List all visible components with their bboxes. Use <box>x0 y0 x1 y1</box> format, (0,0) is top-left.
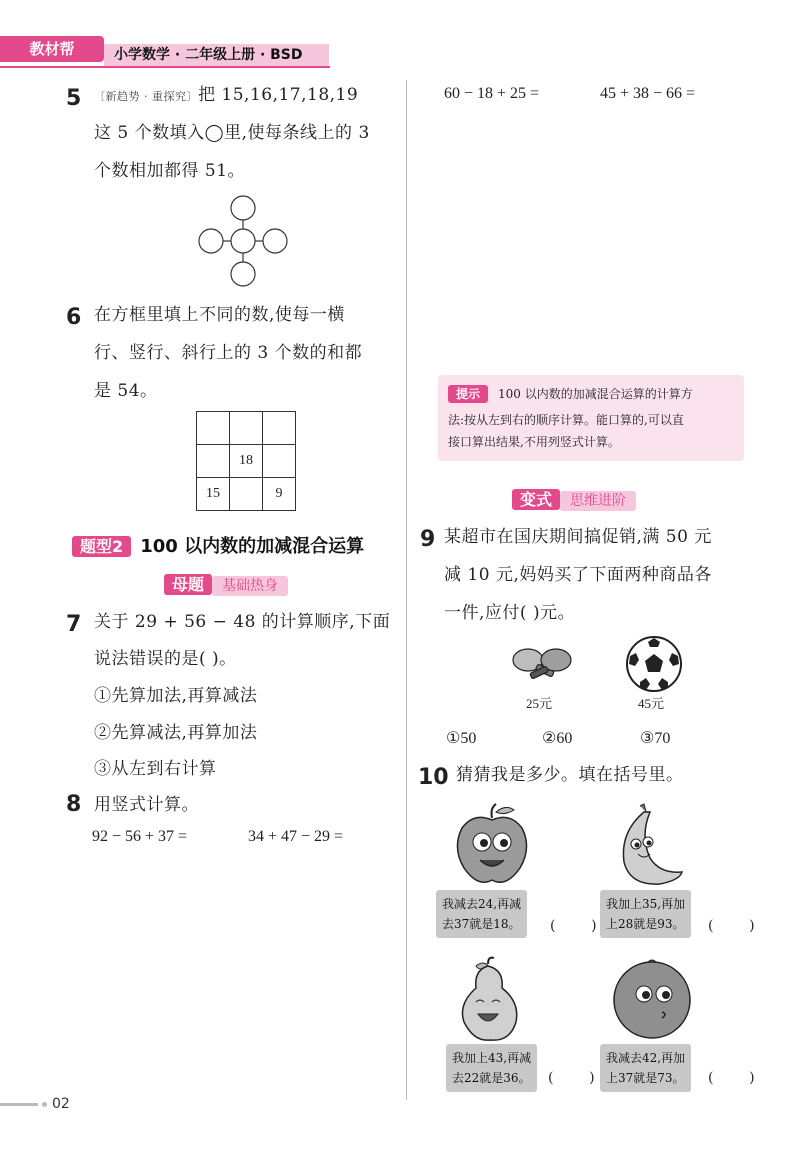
variant-tag: 变式 <box>512 489 560 510</box>
mother-sub: 基础热身 <box>212 576 288 596</box>
bubble-line: 我加上43,再减 <box>452 1051 532 1065</box>
q6-cell[interactable] <box>230 478 263 511</box>
q6-cell[interactable] <box>197 445 230 478</box>
hint-box <box>438 375 744 461</box>
topic2-tag: 题型2 <box>72 536 131 557</box>
apple-speech-bubble <box>436 890 527 938</box>
q5-line3: 个数相加都得 51。 <box>94 161 246 181</box>
q5-tag: 〔新趋势 · 重探究〕 <box>94 90 198 103</box>
q6-cell: 15 <box>197 478 230 511</box>
q7-option-2: ②先算减法,再算加法 <box>94 723 258 743</box>
q9-price-1: 25元 <box>526 696 553 711</box>
mother-tag: 母题 <box>164 574 212 595</box>
q6-cell[interactable] <box>263 445 296 478</box>
q8-number: 8 <box>66 792 82 817</box>
q5-circle-diagram <box>196 194 296 288</box>
q9-line3: 一件,应付( )元。 <box>444 603 576 623</box>
hint-line2: 法:按从左到右的顺序计算。能口算的,可以直 <box>448 413 684 427</box>
variant-label <box>512 487 636 510</box>
ping-pong-paddles-icon <box>510 644 574 686</box>
q7-line1: 关于 29 + 56 − 48 的计算顺序,下面 <box>94 612 391 632</box>
footer-dot <box>42 1102 47 1107</box>
hint-tag: 提示 <box>448 385 488 403</box>
q9-number: 9 <box>420 527 436 552</box>
pear-speech-bubble <box>446 1044 537 1092</box>
footer-rule <box>0 1103 38 1106</box>
q6-cell[interactable] <box>230 412 263 445</box>
q8-calc-3: 60 − 18 + 25 = <box>444 85 540 102</box>
bubble-line: 我加上35,再加 <box>606 897 686 911</box>
orange-speech-bubble <box>600 1044 691 1092</box>
topic2-title: 100 以内数的加减混合运算 <box>140 536 365 557</box>
q5-line1 <box>94 76 358 116</box>
q6-line1: 在方框里填上不同的数,使每一横 <box>94 305 345 325</box>
q6-grid <box>196 411 296 511</box>
banana-speech-bubble <box>600 890 691 938</box>
q9-option-3: ③70 <box>640 730 671 747</box>
soccer-ball-icon <box>624 634 684 694</box>
q7-number: 7 <box>66 612 82 637</box>
q9-option-1: ①50 <box>446 730 477 747</box>
q10-number: 10 <box>418 765 449 790</box>
bubble-line: 我减去24,再减 <box>442 897 522 911</box>
q6-cell[interactable] <box>263 412 296 445</box>
q5-line2: 这 5 个数填入◯里,使每条线上的 3 <box>94 123 370 143</box>
q5-text1: 把 15,16,17,18,19 <box>198 85 359 105</box>
q6-line3: 是 54。 <box>94 381 158 401</box>
q6-cell[interactable] <box>197 412 230 445</box>
q8-calc-2: 34 + 47 − 29 = <box>248 828 344 845</box>
book-title: 小学数学 · 二年级上册 · BSD <box>104 44 329 66</box>
header-rule <box>0 66 330 68</box>
q5-circle-top[interactable] <box>231 196 255 220</box>
column-divider <box>406 80 407 1100</box>
mother-label <box>164 572 288 595</box>
bubble-line: 去37就是18。 <box>442 917 521 931</box>
q5-circle-center[interactable] <box>231 229 255 253</box>
banana-answer-blank[interactable]: ( ) <box>708 918 755 934</box>
q9-line1: 某超市在国庆期间搞促销,满 50 元 <box>444 527 712 547</box>
apple-character-icon <box>452 802 534 888</box>
brand-badge: 教材帮 <box>0 36 104 62</box>
q9-option-2: ②60 <box>542 730 573 747</box>
hint-line1: 100 以内数的加减混合运算的计算方 <box>498 387 693 401</box>
q10-title: 猜猜我是多少。填在括号里。 <box>456 765 684 785</box>
orange-character-icon <box>610 956 694 1040</box>
pear-answer-blank[interactable]: ( ) <box>548 1070 595 1086</box>
topic2-heading <box>72 532 364 558</box>
q7-option-3: ③从左到右计算 <box>94 759 217 779</box>
q6-cell: 18 <box>230 445 263 478</box>
bubble-line: 上37就是73。 <box>606 1071 685 1085</box>
apple-answer-blank[interactable]: ( ) <box>550 918 597 934</box>
orange-answer-blank[interactable]: ( ) <box>708 1070 755 1086</box>
q8-calc-1: 92 − 56 + 37 = <box>92 828 188 845</box>
q6-cell: 9 <box>263 478 296 511</box>
banana-character-icon <box>610 802 688 888</box>
q6-line2: 行、竖行、斜行上的 3 个数的和都 <box>94 343 363 363</box>
bubble-line: 我减去42,再加 <box>606 1051 686 1065</box>
page-number: 02 <box>52 1096 70 1112</box>
q5-circle-right[interactable] <box>263 229 287 253</box>
bubble-line: 上28就是93。 <box>606 917 685 931</box>
hint-line3: 接口算出结果,不用列竖式计算。 <box>448 435 620 449</box>
q9-line2: 减 10 元,妈妈买了下面两种商品各 <box>444 565 712 585</box>
q7-option-1: ①先算加法,再算减法 <box>94 686 258 706</box>
bubble-line: 去22就是36。 <box>452 1071 531 1085</box>
q9-price-2: 45元 <box>638 696 665 711</box>
pear-character-icon <box>454 956 524 1044</box>
variant-sub: 思维进阶 <box>560 491 636 511</box>
q8-calc-4: 45 + 38 − 66 = <box>600 85 696 102</box>
q5-circle-bottom[interactable] <box>231 262 255 286</box>
q8-title: 用竖式计算。 <box>94 795 199 815</box>
q5-circle-left[interactable] <box>199 229 223 253</box>
q7-line2: 说法错误的是( )。 <box>94 649 237 669</box>
q6-number: 6 <box>66 305 82 330</box>
q5-number: 5 <box>66 86 82 111</box>
